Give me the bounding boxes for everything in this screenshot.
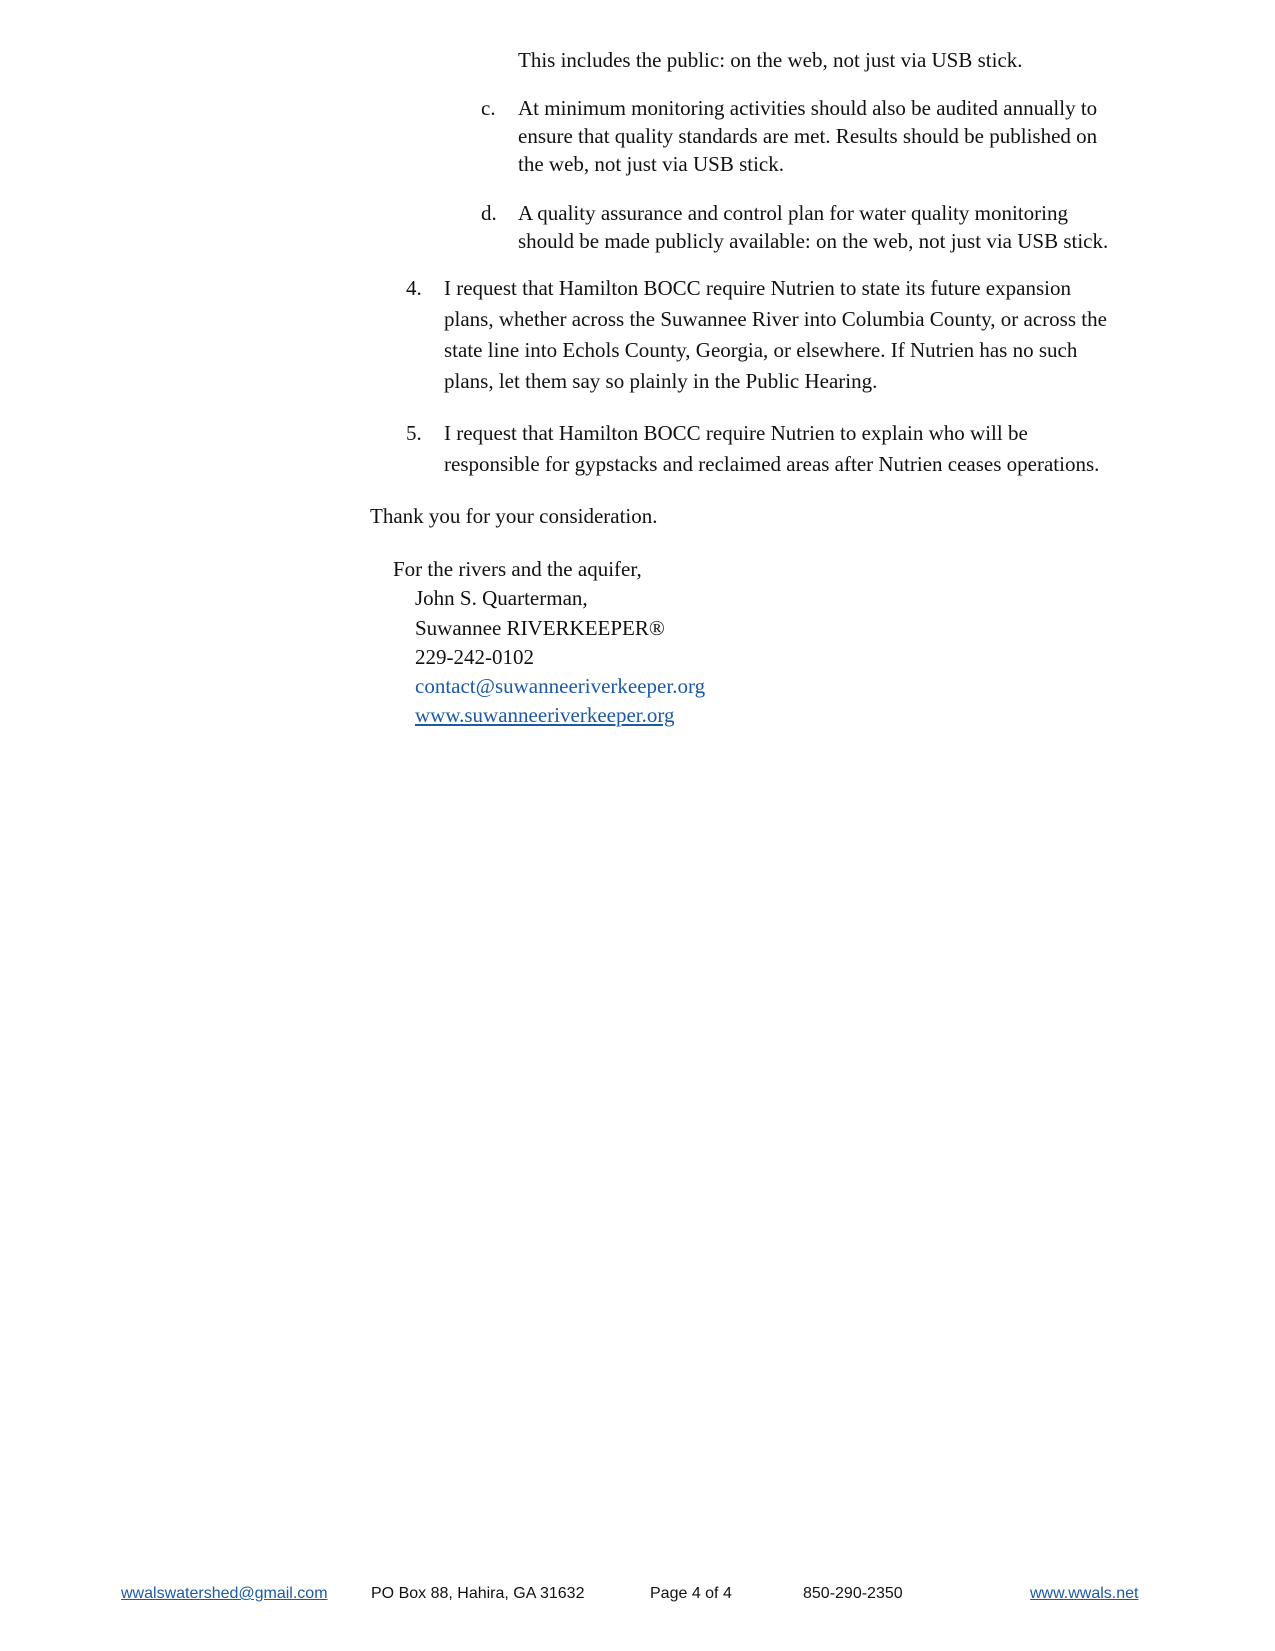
- list-item-4-line-2: plans, whether across the Suwannee River into Columbia County, or across the: [444, 307, 1107, 331]
- signature-phone: 229-242-0102: [415, 645, 534, 669]
- list-marker-c: c.: [481, 96, 496, 120]
- list-item-4-line-4: plans, let them say so plainly in the Public Hearing.: [444, 369, 878, 393]
- list-marker-4: 4.: [406, 276, 422, 300]
- list-item-b-continuation: This includes the public: on the web, not just via USB stick.: [518, 48, 1023, 72]
- footer-website-link[interactable]: www.wwals.net: [1030, 1585, 1139, 1602]
- signature-title: Suwannee RIVERKEEPER®: [415, 616, 665, 640]
- signature-name: John S. Quarterman,: [415, 586, 588, 610]
- list-item-c-line-1: At minimum monitoring activities should also be audited annually to: [518, 96, 1098, 120]
- signature-website-link[interactable]: www.suwanneeriverkeeper.org: [415, 703, 675, 727]
- footer-email-link[interactable]: wwalswatershed@gmail.com: [121, 1585, 328, 1602]
- footer-phone: 850-290-2350: [803, 1585, 903, 1602]
- list-item-5-line-2: responsible for gypstacks and reclaimed areas after Nutrien ceases operations.: [444, 452, 1100, 476]
- signature-email-link[interactable]: contact@suwanneeriverkeeper.org: [415, 674, 706, 698]
- list-item-d-line-2: should be made publicly available: on the web, not just via USB stick.: [518, 229, 1109, 253]
- list-item-c-line-2: ensure that quality standards are met. Results should be published on: [518, 124, 1098, 148]
- list-marker-5: 5.: [406, 421, 422, 445]
- footer-address: PO Box 88, Hahira, GA 31632: [371, 1585, 585, 1602]
- list-marker-d: d.: [481, 201, 497, 225]
- list-item-4-line-3: state line into Echols County, Georgia, or elsewhere. If Nutrien has no such: [444, 338, 1078, 362]
- footer-page-number: Page 4 of 4: [650, 1585, 732, 1602]
- list-item-4-line-1: I request that Hamilton BOCC require Nutrien to state its future expansion: [444, 276, 1071, 300]
- list-item-c-line-3: the web, not just via USB stick.: [518, 152, 784, 176]
- list-item-d-line-1: A quality assurance and control plan for water quality monitoring: [518, 201, 1068, 225]
- closing-line: Thank you for your consideration.: [370, 504, 658, 528]
- list-item-5-line-1: I request that Hamilton BOCC require Nutrien to explain who will be: [444, 421, 1028, 445]
- signature-salutation: For the rivers and the aquifer,: [393, 557, 642, 581]
